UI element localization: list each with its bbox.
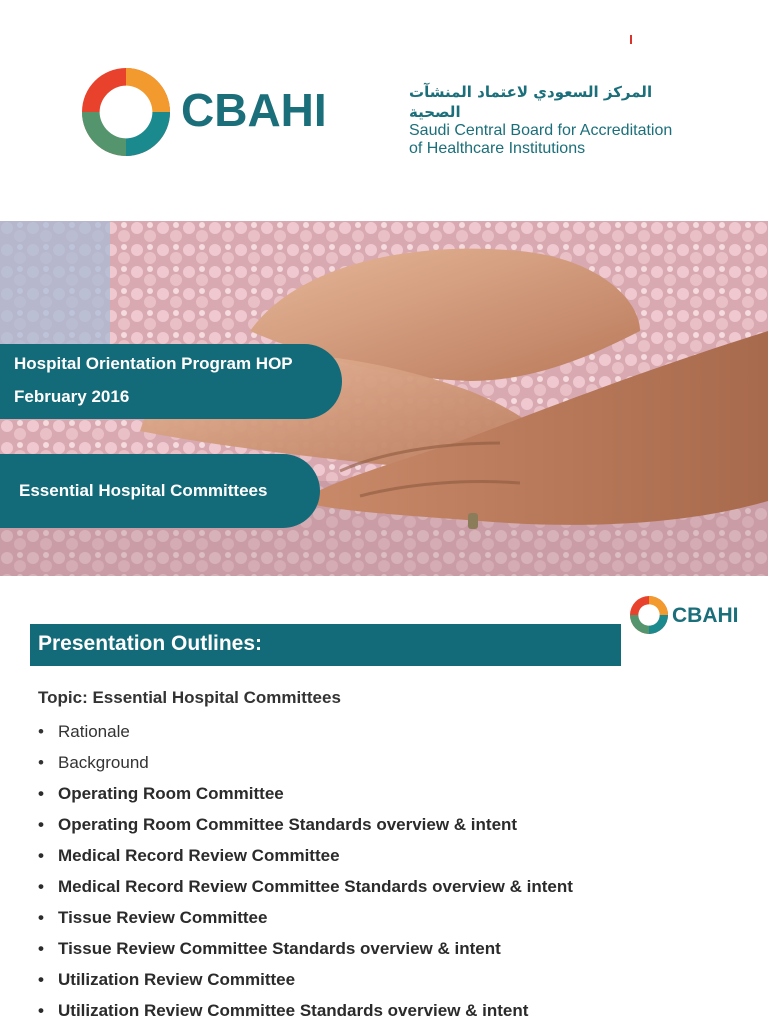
list-item-text: Background: [58, 753, 149, 772]
topic-heading: Topic: Essential Hospital Committees: [38, 688, 341, 707]
list-item: [38, 778, 573, 809]
outline-slide: [0, 576, 768, 1024]
list-item-text: Medical Record Review Committee Standards overview & intent: [58, 877, 573, 896]
bullet-icon: •: [38, 1001, 44, 1020]
list-item: [38, 871, 573, 902]
org-name-english-line1: Saudi Central Board for Accreditation: [409, 122, 673, 139]
list-item-text: Utilization Review Committee Standards overview & intent: [58, 1001, 529, 1020]
list-item: [38, 716, 573, 747]
subject-title: Essential Hospital Committees: [19, 481, 268, 500]
list-item: [38, 809, 573, 840]
list-item: [38, 995, 573, 1026]
bullet-icon: •: [38, 722, 44, 741]
outline-list: [38, 716, 573, 1026]
list-item-text: Rationale: [58, 722, 130, 741]
outline-title-bar: [30, 624, 621, 666]
bullet-icon: •: [38, 753, 44, 772]
list-item: [38, 933, 573, 964]
subject-banner: [0, 454, 320, 528]
bullet-icon: •: [38, 908, 44, 927]
list-item-text: Operating Room Committee: [58, 784, 284, 803]
outline-title: Presentation Outlines:: [38, 632, 263, 655]
bullet-icon: •: [38, 939, 44, 958]
bullet-icon: •: [38, 970, 44, 989]
list-item-text: Medical Record Review Committee: [58, 846, 340, 865]
logo-wordmark: CBAHI: [181, 84, 327, 136]
list-item-text: Tissue Review Committee Standards overview & intent: [58, 939, 501, 958]
list-item-text: Utilization Review Committee: [58, 970, 296, 989]
list-item: [38, 902, 573, 933]
bullet-icon: •: [38, 784, 44, 803]
list-item: [38, 964, 573, 995]
bullet-icon: •: [38, 815, 44, 834]
program-banner: [0, 344, 342, 419]
list-item-text: Tissue Review Committee: [58, 908, 268, 927]
list-item: [38, 840, 573, 871]
org-name-block: [409, 82, 699, 158]
org-name-arabic: المركز السعودي لاعتماد المنشآت الصحية: [409, 83, 653, 121]
bullet-icon: •: [38, 877, 44, 896]
cbahi-ring-logo-icon: [630, 596, 668, 634]
program-title: Hospital Orientation Program HOP: [14, 354, 293, 373]
program-date: February 2016: [14, 387, 130, 406]
list-item: [38, 747, 573, 778]
bullet-icon: •: [38, 846, 44, 865]
cbahi-ring-logo-icon: [82, 68, 170, 156]
org-name-english-line2: of Healthcare Institutions: [409, 140, 586, 157]
red-mark: [630, 35, 632, 44]
list-item-text: Operating Room Committee Standards overview & intent: [58, 815, 518, 834]
logo-wordmark-small: CBAHI: [672, 604, 739, 627]
